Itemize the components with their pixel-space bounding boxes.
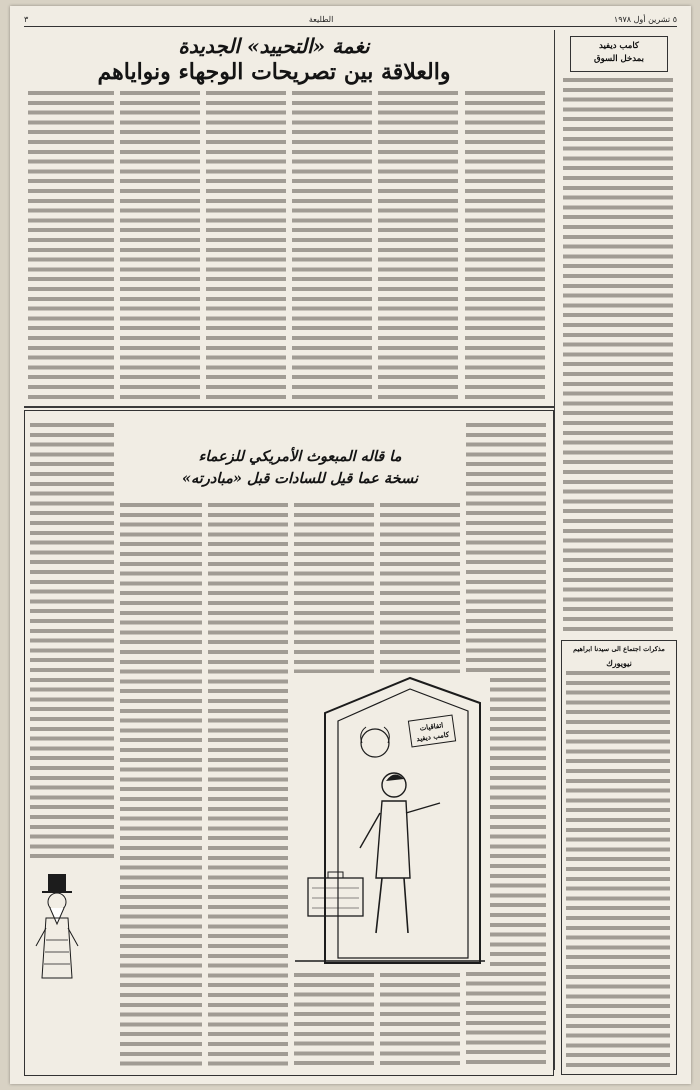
bottom-column-6 [30, 421, 114, 861]
bottom-column-3a [294, 501, 374, 673]
bottom-side-body [566, 669, 670, 1069]
bottom-headline [160, 446, 440, 490]
bottom-column-3b [294, 971, 374, 1066]
bottom-headline-line1: ما قاله المبعوث الأمريكي للزعماء [198, 448, 402, 465]
sidebar-title-line2: بمدخل السوق [571, 54, 667, 65]
top-column-3 [292, 89, 372, 401]
top-headline-line2: والعلاقة بين تصريحات الوجهاء ونواياهم [97, 59, 451, 85]
top-column-5 [120, 89, 200, 401]
cartoon-illustration [290, 673, 490, 968]
page-number: ٣ [24, 14, 29, 24]
issue-date: ٥ تشرين أول ١٩٧٨ [613, 14, 677, 24]
cartoon-sign-line2: كامب ديفيد [415, 729, 450, 744]
cartoon-sign-line1: اتفاقيات [418, 720, 444, 733]
bottom-headline-line2: نسخة عما قيل للسادات قبل «مبادرته» [181, 470, 419, 487]
uncle-sam-illustration [32, 868, 82, 988]
top-divider [24, 406, 554, 408]
sidebar-title-line1: كامب ديفيد [571, 37, 667, 54]
bottom-side-box [561, 640, 677, 1075]
bottom-column-2a [380, 501, 460, 673]
top-headline-line1: نغمة «التحييد» الجديدة [178, 34, 370, 58]
top-column-2 [378, 89, 458, 401]
bottom-column-5 [120, 501, 202, 1066]
bottom-side-title-line1: مذكرات اجتماع الى سيدنا ابراهيم [562, 641, 676, 656]
newspaper-page [10, 6, 691, 1084]
page-header [24, 12, 677, 27]
bottom-side-title-line2: نيويورك [562, 656, 676, 670]
sidebar-divider [554, 30, 555, 1070]
top-column-6 [28, 89, 114, 401]
bottom-column-4 [208, 501, 288, 1066]
top-column-1 [465, 89, 545, 401]
sidebar-column-body [563, 76, 673, 636]
bottom-column-2b [380, 971, 460, 1066]
top-headline [94, 34, 454, 86]
top-column-4 [206, 89, 286, 401]
publication-name: الطليعة [308, 14, 334, 24]
sidebar-title-box [570, 36, 668, 72]
